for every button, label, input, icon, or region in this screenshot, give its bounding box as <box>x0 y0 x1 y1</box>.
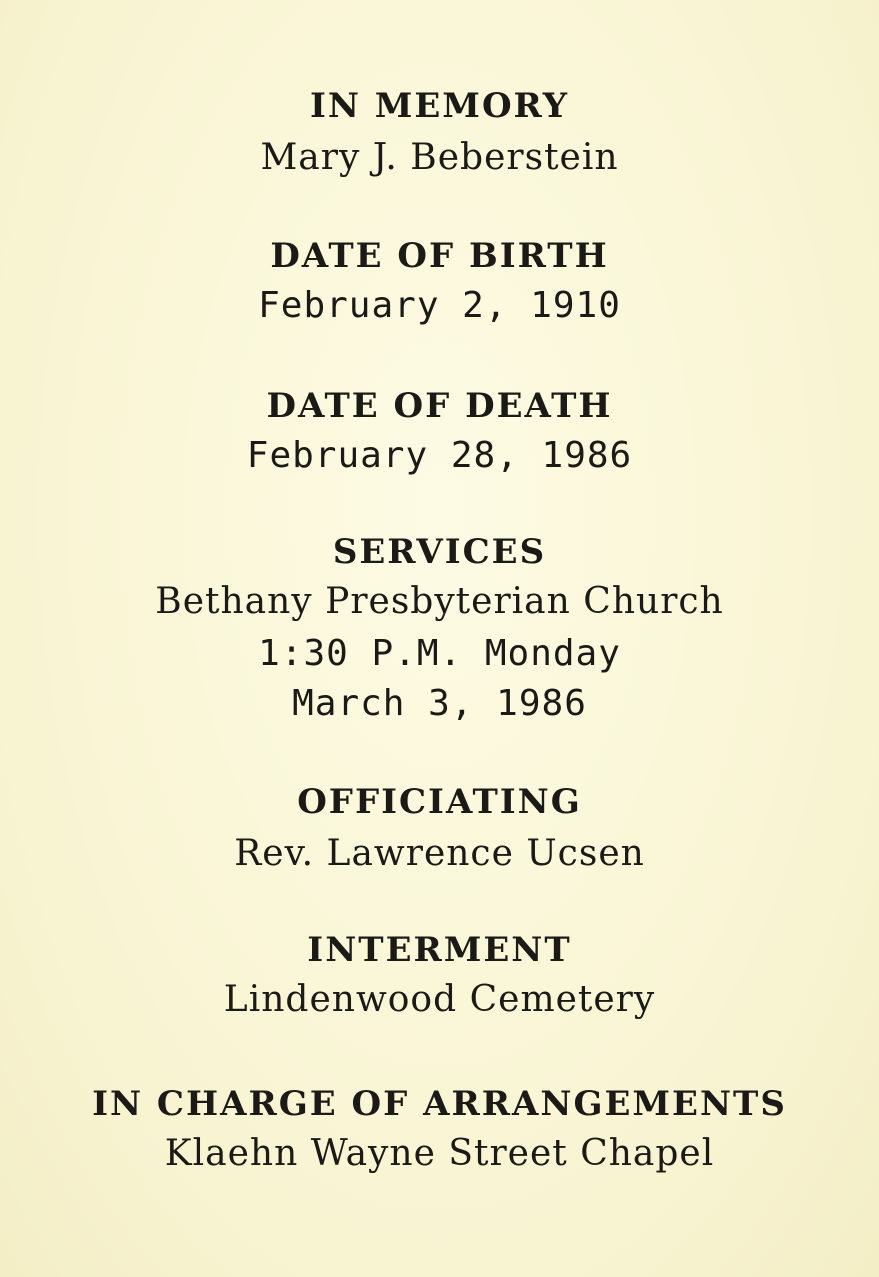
services-date: March 3, 1986 <box>292 683 587 724</box>
services-heading: SERVICES <box>332 532 547 572</box>
officiating-heading: OFFICIATING <box>297 782 582 822</box>
deceased-name: Mary J. Beberstein <box>260 137 619 178</box>
services-place: Bethany Presbyterian Church <box>155 581 724 622</box>
date-of-death-value: February 28, 1986 <box>246 435 633 476</box>
interment-place: Lindenwood Cemetery <box>223 979 656 1020</box>
date-of-birth-value: February 2, 1910 <box>258 285 621 326</box>
arrangements-heading: IN CHARGE OF ARRANGEMENTS <box>92 1084 787 1124</box>
funeral-home-name: Klaehn Wayne Street Chapel <box>164 1133 715 1174</box>
date-of-death-heading: DATE OF DEATH <box>266 386 613 426</box>
officiant-name: Rev. Lawrence Ucsen <box>234 833 645 874</box>
services-time: 1:30 P.M. Monday <box>258 633 621 674</box>
date-of-birth-heading: DATE OF BIRTH <box>270 236 609 276</box>
in-memory-heading: IN MEMORY <box>309 86 570 126</box>
interment-heading: INTERMENT <box>307 930 572 970</box>
